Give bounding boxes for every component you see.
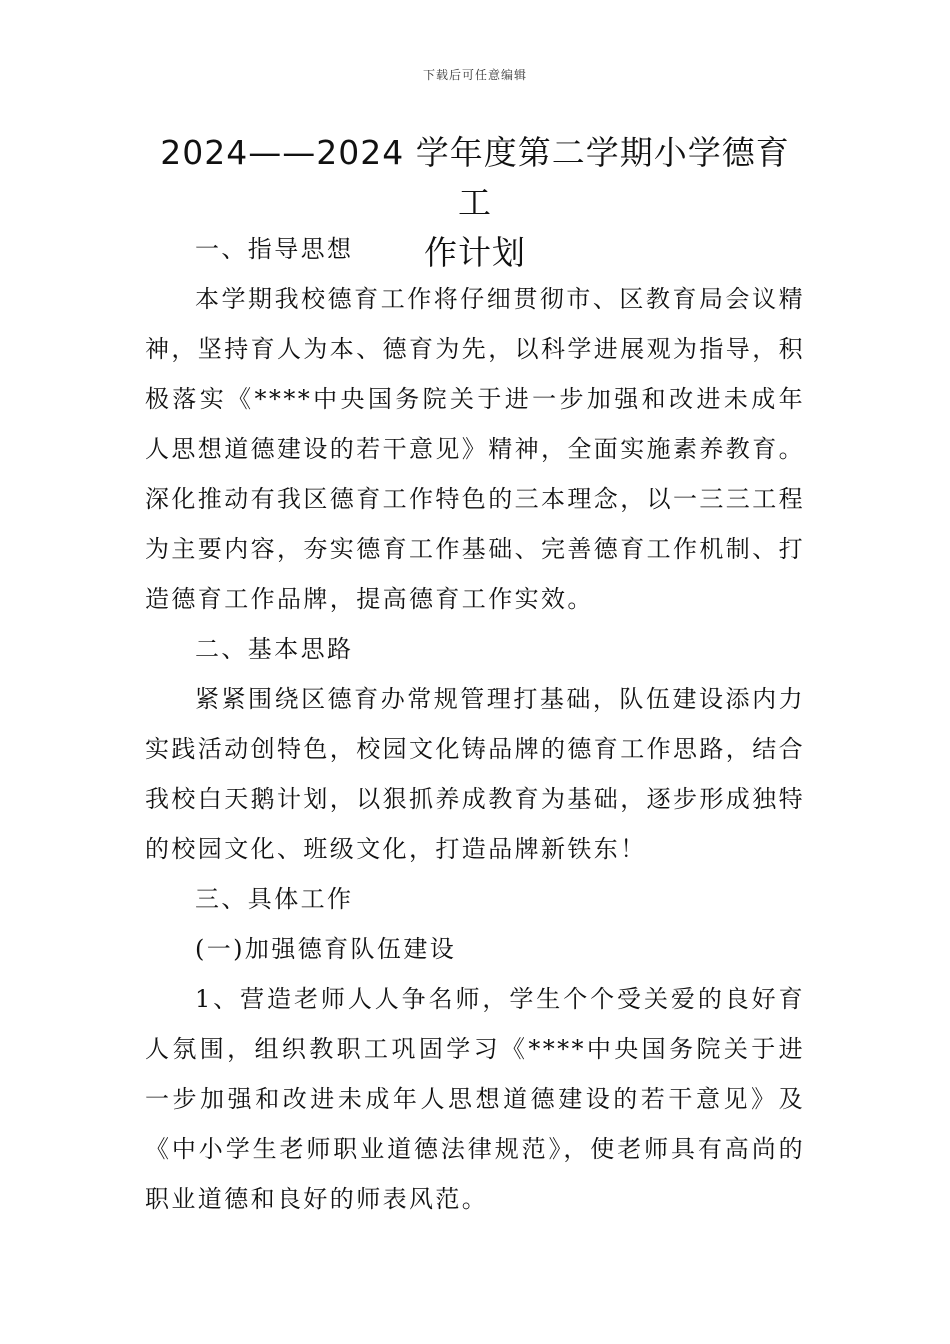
- section-heading-basic-approach: 二、基本思路: [195, 635, 354, 663]
- paragraph-basic-approach: 紧紧围绕区德育办常规管理打基础，队伍建设添内力实践活动创特色，校园文化铸品牌的德育工作思路，结合我校白天鹅计划，以狠抓养成教育为基础，逐步形成独特的校园文化、班级文化，打造品牌新铁东！: [145, 685, 805, 863]
- section-heading-specific-work: 三、具体工作: [195, 885, 354, 913]
- section-heading-guiding-ideology: 一、指导思想: [195, 235, 354, 263]
- paragraph-item-1: 1、营造老师人人争名师，学生个个受关爱的良好育人氛围，组织教职工巩固学习《****中央国务院关于进一步加强和改进未成年人思想道德建设的若干意见》及《中小学生老师职业道德法律规范》，使老师具有高尚的职业道德和良好的师表风范。: [145, 985, 805, 1213]
- title-line-2: 作计划: [424, 233, 526, 272]
- subsection-heading-team-building: (一)加强德育队伍建设: [195, 935, 457, 963]
- document-body: [145, 224, 805, 1224]
- title-line-1: 2024——2024 学年度第二学期小学德育工: [160, 133, 790, 222]
- paragraph-guiding-ideology: 本学期我校德育工作将仔细贯彻市、区教育局会议精神，坚持育人为本、德育为先，以科学进展观为指导，积极落实《****中央国务院关于进一步加强和改进未成年人思想道德建设的若干意见》精神，全面实施素养教育。深化推动有我区德育工作特色的三本理念，以一三三工程为主要内容，夯实德育工作基础、完善德育工作机制、打造德育工作品牌，提高德育工作实效。: [145, 285, 805, 613]
- header-note: 下载后可任意编辑: [422, 68, 527, 82]
